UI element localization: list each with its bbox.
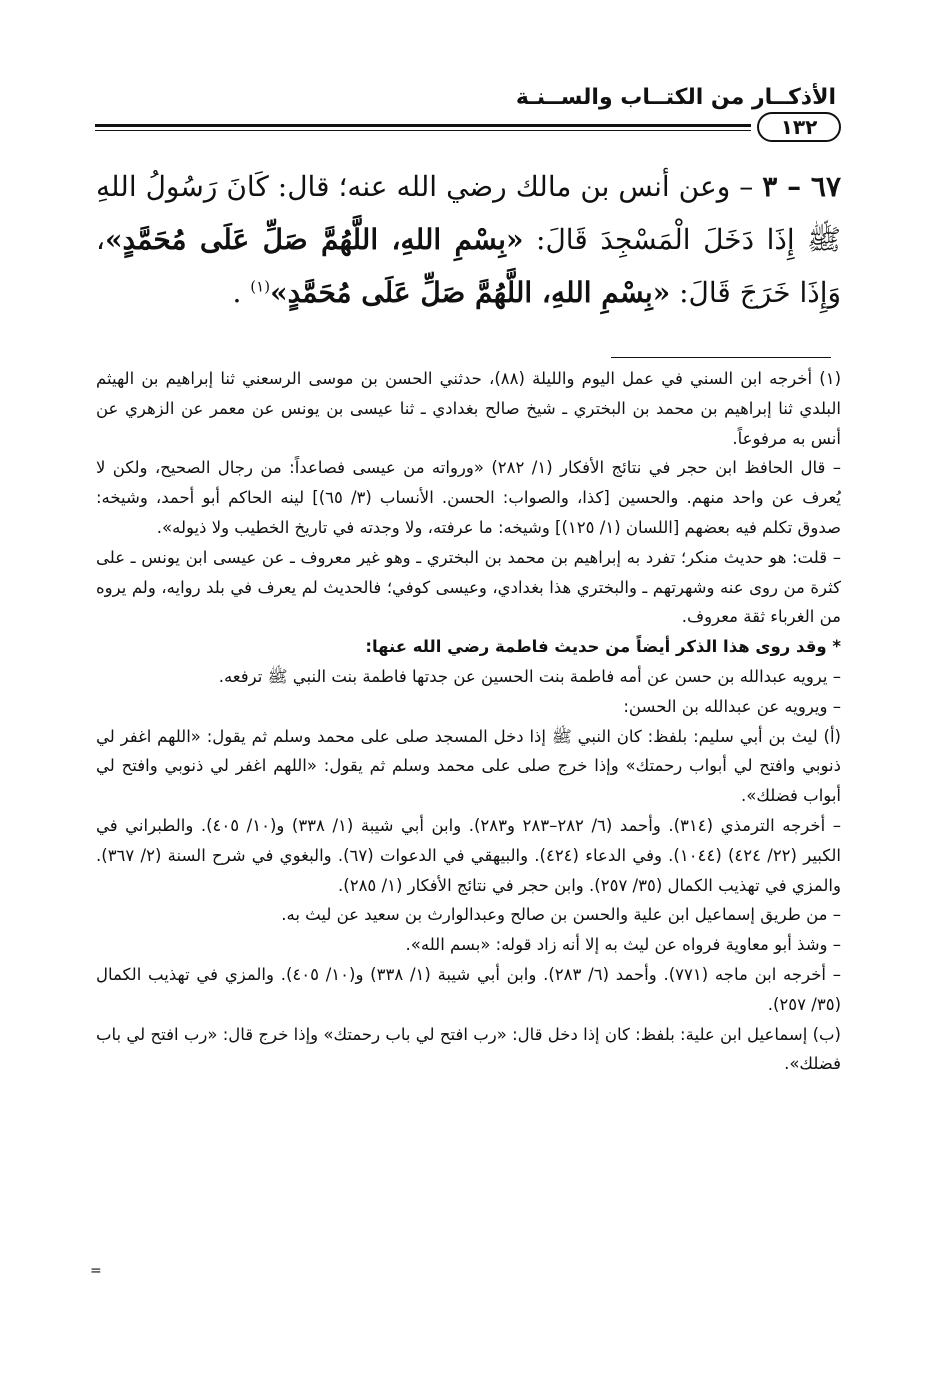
header-rule-thin xyxy=(95,130,751,131)
footnote-paragraph: – وشذ أبو معاوية فرواه عن ليث به إلا أنه زاد قوله: «بسم الله». xyxy=(405,935,841,955)
footnote-paragraph: – أخرجه ابن ماجه (٧٧١). وأحمد (٦/ ٢٨٣). وابن أبي شيبة (١/ ٣٣٨) و(١٠/ ٤٠٥). والمزي في تهذيب الكمال (٣٥/ ٢٥٧). xyxy=(96,964,841,1014)
footnote-paragraph: – يرويه عبدالله بن حسن عن أمه فاطمة بنت الحسين عن جدتها فاطمة بنت النبي ﷺ ترفعه. xyxy=(218,666,841,686)
footnote-paragraph: – من طريق إسماعيل ابن علية والحسن بن صالح وعبدالوارث بن سعيد عن ليث به. xyxy=(281,905,841,925)
hadith-quote-exit: «بِسْمِ اللهِ، اللَّهُمَّ صَلِّ عَلَى مُحَمَّدٍ» xyxy=(270,276,671,309)
continuation-mark: = xyxy=(90,1263,102,1279)
footnote-paragraph: – أخرجه الترمذي (٣١٤). وأحمد (٦/ ٢٨٢–٢٨٣ و٢٨٣). وابن أبي شيبة (١/ ٣٣٨) و(١٠/ ٤٠٥). والطبراني في الكبير (٢٢/ ٤٢٤) (١٠٤٤). وفي الدعاء (٤٢٤). والبيهقي في الدعوات (٦٧). والبغوي في شرح السنة (٢/ ٣٦٧). والمزي في تهذيب الكمال (٣٥/ ٢٥٧). وابن حجر في نتائج الأفكار (١/ ٢٨٥). xyxy=(96,815,841,895)
footnote-separator xyxy=(611,357,831,358)
footnote-paragraph: – ويرويه عن عبدالله بن الحسن: xyxy=(623,696,841,716)
hadith-intro: – وعن أنس بن مالك رضي الله عنه؛ قال: كَانَ رَسُولُ اللهِ ﷺ إِذَا دَخَلَ الْمَسْجِدَ قَالَ: xyxy=(96,170,842,256)
page-number: ١٣٢ xyxy=(757,112,841,142)
hadith-connector: ، وَإِذَا خَرَجَ قَالَ: xyxy=(96,223,841,309)
hadith-number: ٦٧ – ٣ xyxy=(762,170,841,203)
running-title: الأذكــار من الكتــاب والســنـة xyxy=(515,85,836,110)
hadith-end: . xyxy=(232,276,251,309)
footnote-paragraph: (أ) ليث بن أبي سليم: بلفظ: كان النبي ﷺ إذا دخل المسجد صلى على محمد وسلم ثم يقول: «اللهم اغفر لي ذنوبي وافتح لي أبواب رحمتك» وإذا خرج صلى على محمد وسلم ثم يقول: «اللهم اغفر لي ذنوبي وافتح لي أبواب فضلك». xyxy=(96,726,841,806)
header-rule-thick xyxy=(95,124,751,127)
footnote-reference: (١) xyxy=(250,277,271,296)
footnotes xyxy=(96,364,841,1079)
footnote-paragraph: (١) أخرجه ابن السني في عمل اليوم والليلة (٨٨)، حدثني الحسن بن موسى الرسعني ثنا إبراهيم بن الهيثم البلدي ثنا إبراهيم بن محمد بن البختري ـ شيخ صالح بغدادي ـ ثنا عيسى بن يونس عن معمر عن الزهري عن أنس به مرفوعاً. xyxy=(96,369,842,448)
hadith-text xyxy=(96,160,841,319)
hadith-quote-enter: «بِسْمِ اللهِ، اللَّهُمَّ صَلِّ عَلَى مُحَمَّدٍ» xyxy=(105,223,524,256)
footnote-paragraph: (ب) إسماعيل ابن علية: بلفظ: كان إذا دخل قال: «رب افتح لي باب رحمتك» وإذا خرج قال: «رب افتح لي باب فضلك». xyxy=(96,1024,841,1074)
footnote-paragraph: – قال الحافظ ابن حجر في نتائج الأفكار (١/ ٢٨٢) «ورواته من عيسى فصاعداً: من رجال الصحيح، ولكن لا يُعرف عن واحد منهم. والحسين [كذا، والصواب: الحسن. الأنساب (٣/ ٦٥)] لينه الحاكم أبو أحمد، وشيخه: صدوق تكلم فيه بعضهم [اللسان (١/ ١٢٥)] وشيخه: ما عرفته، ولا وجدته في تاريخ الخطيب ولا ذيوله». xyxy=(96,458,842,537)
footnote-paragraph: – قلت: هو حديث منكر؛ تفرد به إبراهيم بن محمد بن البختري ـ وهو غير معروف ـ عن عيسى ابن يونس ـ على كثرة من روى عنه وشهرتهم ـ والبختري هذا بغدادي، وعيسى كوفي؛ فالحديث لم يعرف في بلد روايه، ولم يروه من الغرباء ثقة معروف. xyxy=(96,547,841,627)
footnote-paragraph: * وقد روى هذا الذكر أيضاً من حديث فاطمة رضي الله عنها: xyxy=(365,637,841,657)
